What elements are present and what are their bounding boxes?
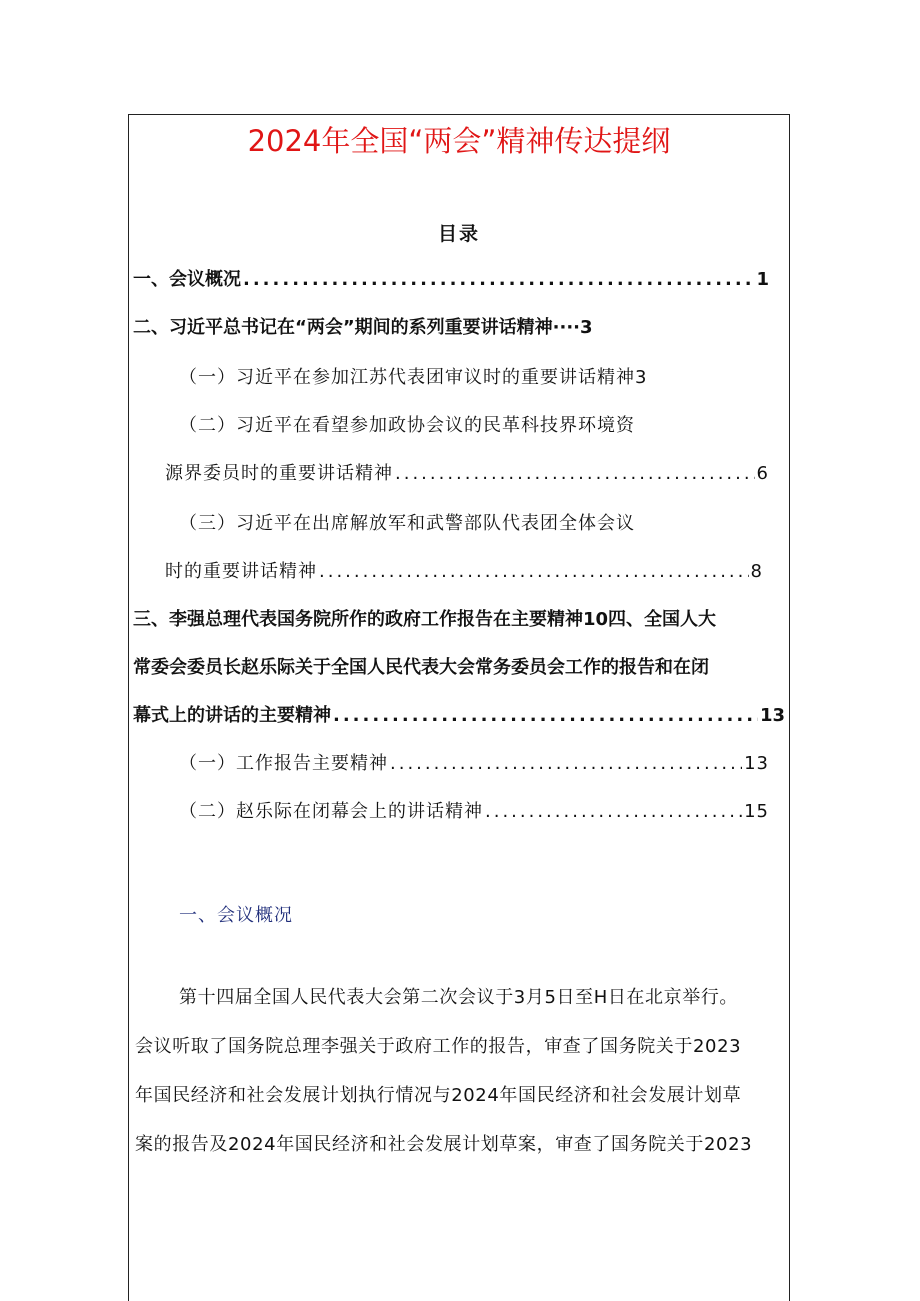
toc-item-label: 源界委员时的重要讲话精神 (165, 463, 393, 484)
body-paragraph-line: 案的报告及2024年国民经济和社会发展计划草案，审查了国务院关于2023 (135, 1134, 753, 1155)
toc-leader-dots (243, 269, 754, 290)
toc-leader-dots (485, 801, 742, 822)
toc-item-2-3-line2[interactable] (165, 557, 763, 583)
toc-heading: 目录 (437, 223, 480, 245)
section-heading: 一、会议概况 (179, 905, 293, 926)
toc-item-2-2-line2[interactable] (165, 459, 769, 485)
toc-page-number: 8 (750, 561, 763, 582)
toc-item-label: （二）习近平在看望参加政协会议的民革科技界环境资 (179, 415, 635, 436)
toc-item-label: 时的重要讲话精神 (165, 561, 317, 582)
toc-item-4-2[interactable] (179, 797, 769, 823)
toc-item-label: （一）习近平在参加江苏代表团审议时的重要讲话精神3 (179, 367, 648, 388)
toc-leader-dots (319, 561, 749, 582)
toc-item-label: 一、会议概况 (133, 269, 241, 290)
toc-item-label: （一）工作报告主要精神 (179, 753, 388, 774)
toc-item-2-3-line1[interactable] (179, 509, 635, 535)
toc-page-number: 13 (744, 753, 769, 774)
toc-item-1[interactable] (133, 265, 769, 291)
toc-item-4-1[interactable] (179, 749, 769, 775)
toc-page-number: 15 (744, 801, 769, 822)
body-paragraph-line: 会议听取了国务院总理李强关于政府工作的报告，审查了国务院关于2023 (135, 1036, 742, 1057)
toc-item-label: （三）习近平在出席解放军和武警部队代表团全体会议 (179, 513, 635, 534)
toc-item-label: 常委会委员长赵乐际关于全国人民代表大会常务委员会工作的报告和在闭 (133, 657, 709, 678)
document-title: 2024年全国“两会”精神传达提纲 (247, 124, 671, 158)
toc-item-3-line2[interactable] (133, 653, 709, 679)
toc-item-label: 二、习近平总书记在“两会”期间的系列重要讲话精神···· (133, 317, 581, 338)
toc-leader-dots (390, 753, 742, 774)
toc-item-2-1[interactable] (179, 363, 647, 389)
body-paragraph-line: 第十四届全国人民代表大会第二次会议于3月5日至H日在北京举行。 (179, 987, 739, 1008)
toc-item-2-2-line1[interactable] (179, 411, 635, 437)
toc-page-number: 13 (759, 705, 785, 726)
toc-leader-dots (333, 705, 758, 726)
toc-page-number: 6 (756, 463, 769, 484)
toc-item-label: 幕式上的讲话的主要精神 (133, 705, 331, 726)
toc-item-2[interactable] (133, 313, 593, 339)
toc-leader-dots (395, 463, 755, 484)
toc-page-number: 3 (580, 317, 593, 338)
toc-item-label: （二）赵乐际在闭幕会上的讲话精神 (179, 801, 483, 822)
body-paragraph-line: 年国民经济和社会发展计划执行情况与2024年国民经济和社会发展计划草 (135, 1085, 742, 1106)
document-page (128, 114, 790, 1301)
toc-item-3-line1[interactable] (133, 605, 716, 631)
toc-page-number: 1 (756, 269, 769, 290)
toc-item-label: 三、李强总理代表国务院所作的政府工作报告在主要精神10四、全国人大 (133, 609, 717, 630)
toc-item-3-line3[interactable] (133, 701, 785, 727)
